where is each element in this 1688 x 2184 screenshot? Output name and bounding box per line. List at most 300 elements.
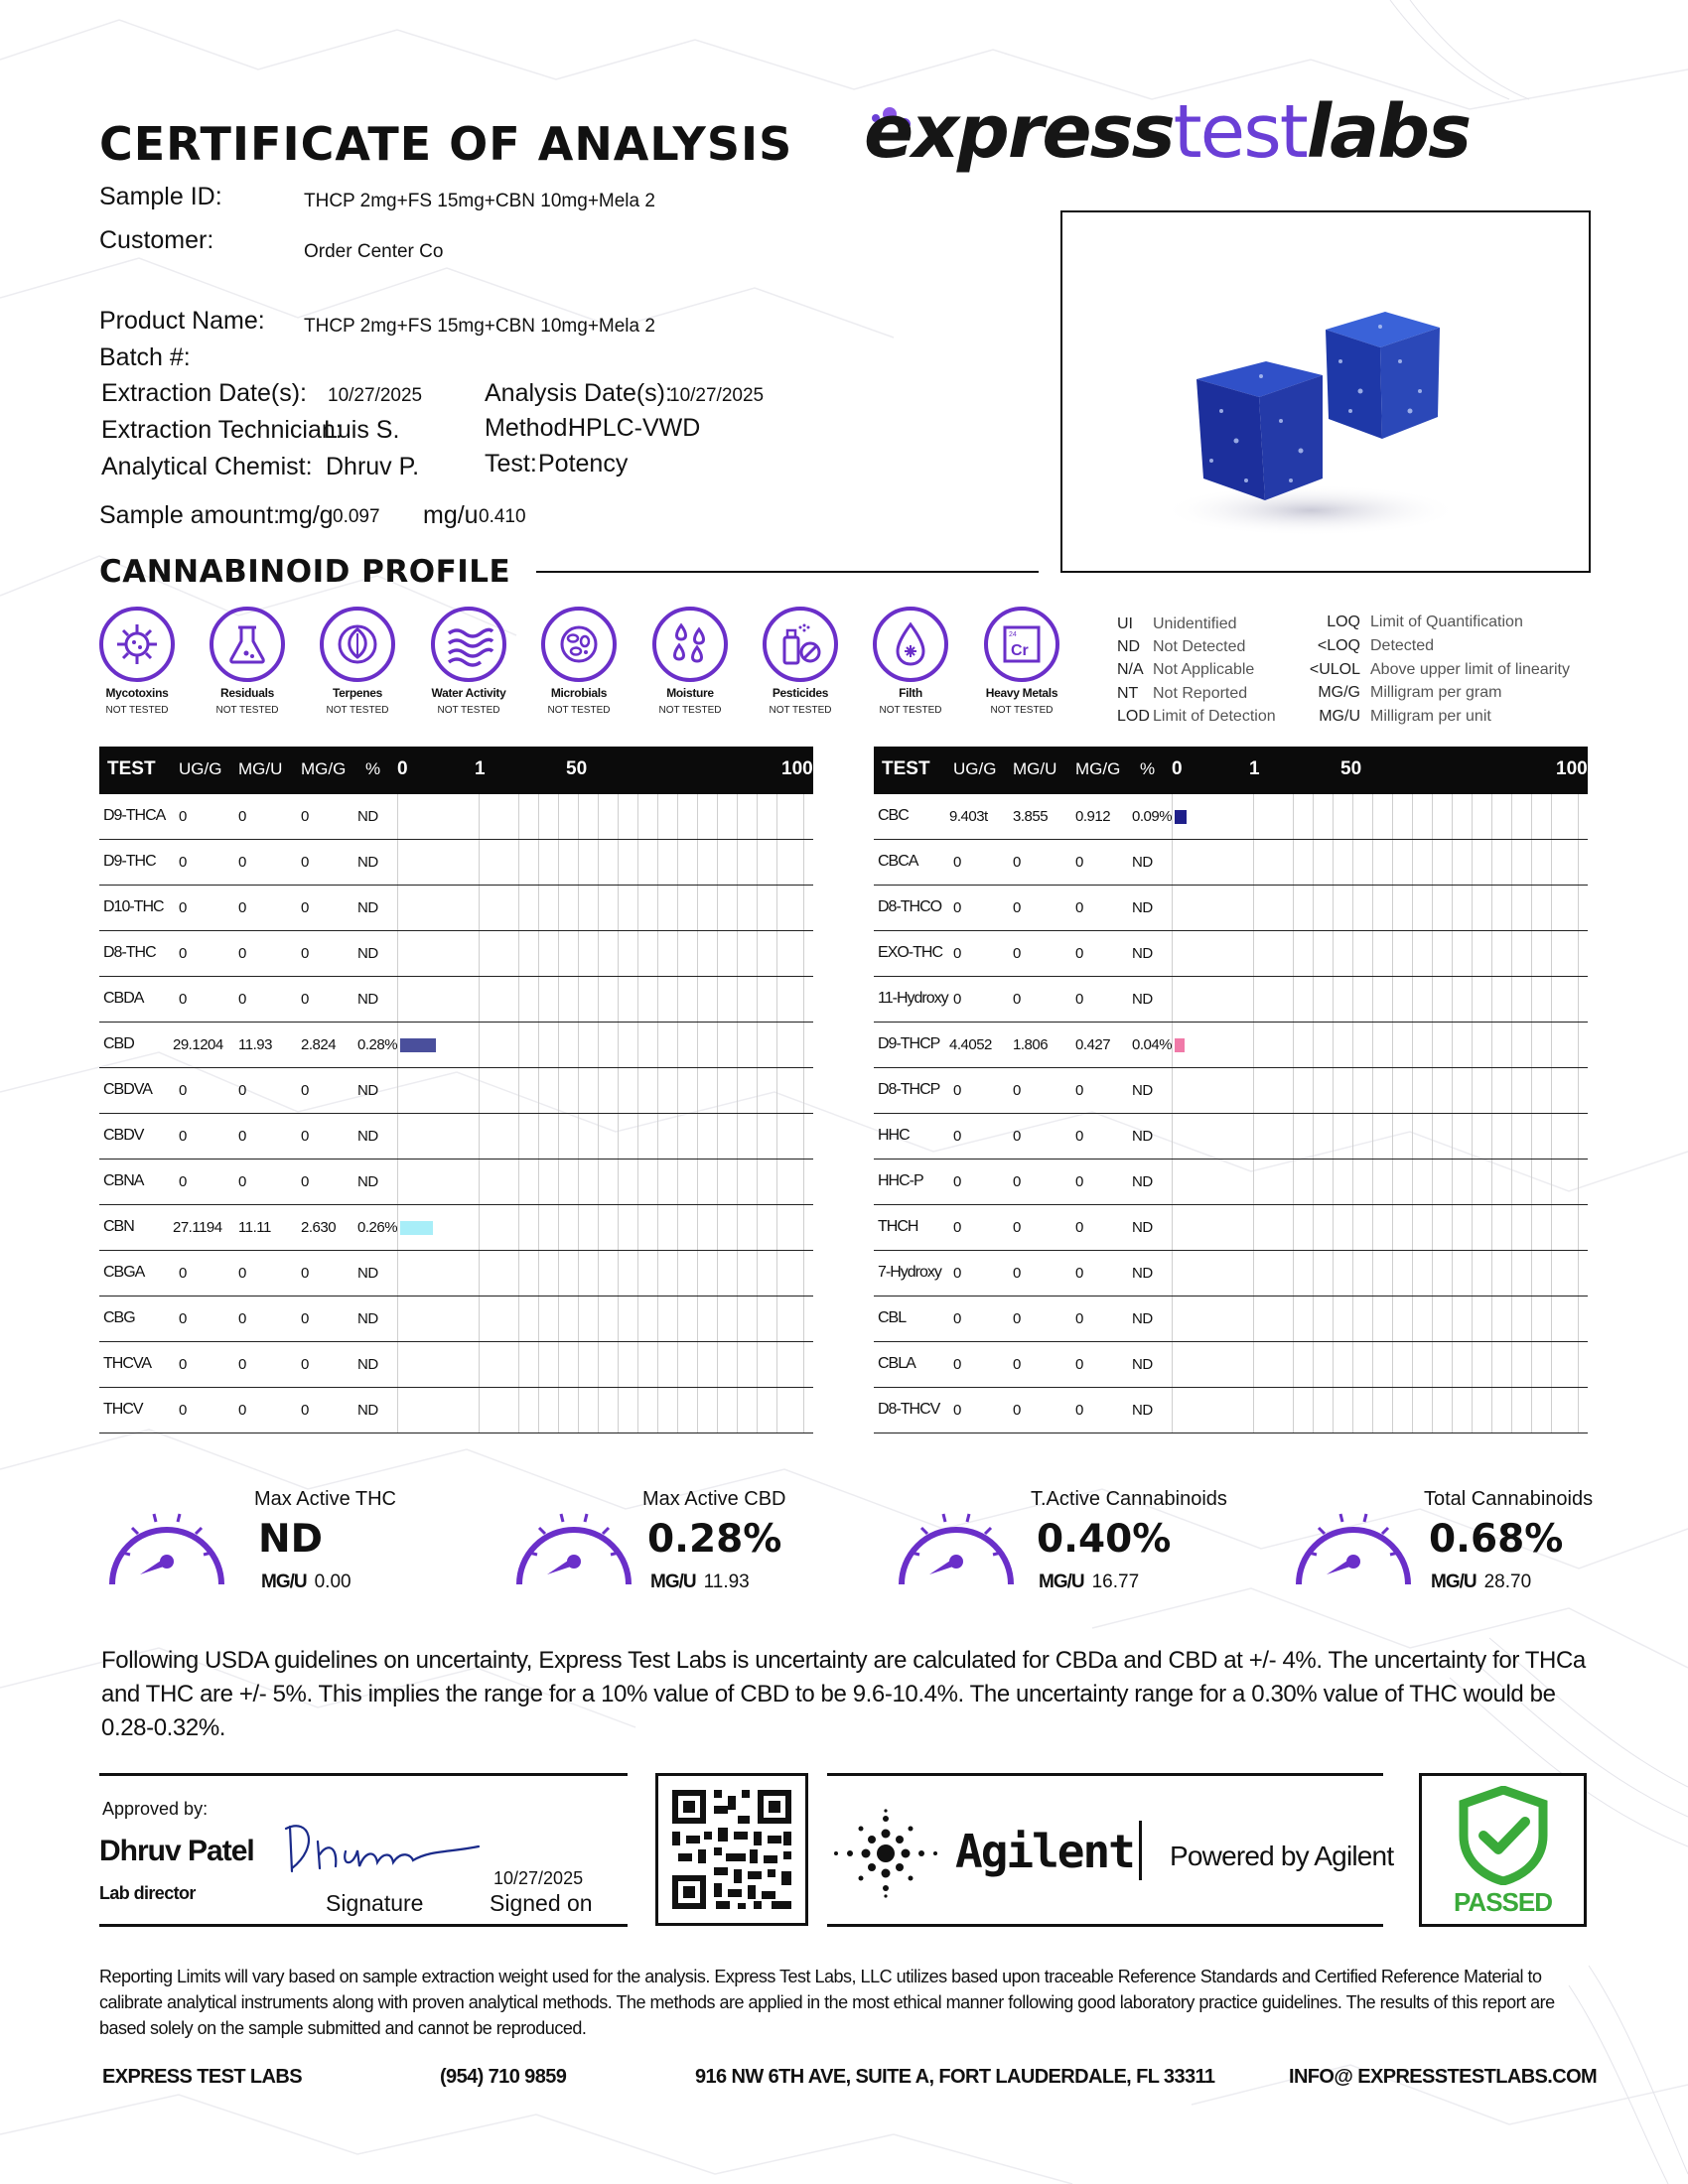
grid-line xyxy=(598,1114,599,1159)
grid-line xyxy=(1352,1160,1353,1204)
column-header-mgu: MG/U xyxy=(1013,759,1057,778)
test-status: NOT TESTED xyxy=(547,705,611,716)
grid-line xyxy=(803,1160,804,1204)
cell-name: HHC-P xyxy=(878,1172,923,1189)
bar-mark xyxy=(400,1038,436,1052)
table-row xyxy=(99,1297,813,1342)
cell-mgu: 0 xyxy=(1013,1128,1021,1145)
test-status: NOT TESTED xyxy=(215,705,279,716)
grid-line xyxy=(1352,1023,1353,1067)
cell-ugg: 0 xyxy=(953,899,961,916)
grid-line xyxy=(1432,840,1433,885)
cell-name: D10-THC xyxy=(103,898,164,915)
grid-line xyxy=(1531,1068,1532,1113)
gauge-mgu-value: 0.00 xyxy=(314,1571,352,1592)
table-row xyxy=(99,1205,813,1251)
customer-label: Customer: xyxy=(99,226,214,254)
grid-line xyxy=(717,931,718,976)
column-header-s100: 100 xyxy=(1556,758,1588,779)
grid-line xyxy=(677,931,678,976)
qr-code-image xyxy=(658,1776,805,1923)
grid-line xyxy=(578,840,579,885)
grid-line xyxy=(1432,1251,1433,1296)
cell-mgu: 0 xyxy=(238,1128,246,1145)
grid-line xyxy=(558,1251,559,1296)
grid-line xyxy=(717,794,718,839)
grid-line xyxy=(697,1251,698,1296)
cell-ugg: 0 xyxy=(179,808,187,825)
grid-line xyxy=(1333,794,1334,839)
grid-line xyxy=(1293,1342,1294,1387)
cell-mgg: 0 xyxy=(1075,854,1083,871)
grid-line xyxy=(538,1068,539,1113)
grid-line xyxy=(1511,1114,1512,1159)
legend-item xyxy=(1117,638,1245,656)
cell-pct: ND xyxy=(357,899,378,916)
grid-line xyxy=(1392,1251,1393,1296)
gauge-value: 0.40% xyxy=(1037,1517,1172,1562)
grid-line xyxy=(397,1342,398,1387)
grid-line xyxy=(697,1388,698,1433)
analysis-date-label: Analysis Date(s): xyxy=(485,379,672,407)
test-status: NOT TESTED xyxy=(326,705,389,716)
cell-name: D8-THCP xyxy=(878,1081,940,1098)
cell-name: CBN xyxy=(103,1218,134,1235)
grid-line xyxy=(1392,1023,1393,1067)
grid-line xyxy=(803,886,804,930)
grid-line xyxy=(618,1388,619,1433)
test-moisture xyxy=(635,607,745,716)
grid-line xyxy=(1392,794,1393,839)
cell-ugg: 0 xyxy=(179,945,187,962)
cell-ugg: 0 xyxy=(179,1402,187,1419)
column-header-pct: % xyxy=(1140,759,1156,778)
grid-line xyxy=(1551,1205,1552,1250)
grid-line xyxy=(757,1205,758,1250)
grid-line xyxy=(558,1023,559,1067)
droplets-icon xyxy=(665,619,715,669)
cell-mgu: 0 xyxy=(1013,1219,1021,1236)
table-row xyxy=(874,1205,1588,1251)
grid-line xyxy=(657,1388,658,1433)
grid-line xyxy=(776,931,777,976)
signature-label: Signature xyxy=(326,1890,424,1916)
water-waves-icon xyxy=(444,619,493,669)
grid-line xyxy=(1452,1251,1453,1296)
agilent-brand: Agilent xyxy=(955,1825,1134,1878)
cell-name: CBDA xyxy=(103,990,144,1007)
grid-line xyxy=(637,931,638,976)
cell-name: D8-THCO xyxy=(878,898,942,915)
cell-name: D9-THCP xyxy=(878,1035,940,1052)
test-mycotoxins xyxy=(82,607,192,716)
grid-line xyxy=(1333,886,1334,930)
grid-line xyxy=(618,1023,619,1067)
grid-line xyxy=(1372,977,1373,1022)
cell-ugg: 0 xyxy=(953,945,961,962)
grid-line xyxy=(1472,1251,1473,1296)
grid-line xyxy=(737,1023,738,1067)
gauge-mgu xyxy=(261,1571,352,1593)
grid-line xyxy=(1412,794,1413,839)
grid-line xyxy=(737,1114,738,1159)
grid-line xyxy=(1531,977,1532,1022)
grid-line xyxy=(518,1205,519,1250)
cell-ugg: 0 xyxy=(953,1356,961,1373)
uncertainty-statement: Following USDA guidelines on uncertainty, Express Test Labs is uncertainty are calculated for CBDa and CBD at +/- 4%. The uncertainty for THCa and THC are +/- 5%. This implies the range for a 10% value of CBD to be 9.6-10.4%. The uncertainty range for a 0.30% value of THC would be 0.28-0.32%. xyxy=(101,1647,1586,1741)
grid-line xyxy=(717,977,718,1022)
legend-item xyxy=(1301,708,1491,726)
grid-line xyxy=(1472,1388,1473,1433)
legend-item xyxy=(1117,708,1276,726)
grid-line xyxy=(1511,794,1512,839)
grid-line xyxy=(1172,840,1173,885)
chromium-element-icon xyxy=(997,619,1047,669)
grid-line xyxy=(538,1388,539,1433)
bar-grid xyxy=(99,794,813,839)
grid-line xyxy=(479,1160,480,1204)
grid-line xyxy=(697,840,698,885)
cell-ugg: 9.403t xyxy=(949,808,988,825)
cell-mgg: 0 xyxy=(301,1265,309,1282)
gauge-label: T.Active Cannabinoids xyxy=(1031,1488,1227,1510)
gauge-label: Max Active THC xyxy=(254,1488,396,1510)
cell-pct: 0.04% xyxy=(1132,1036,1173,1053)
gauge-mgu xyxy=(1039,1571,1139,1593)
table-header xyxy=(99,747,813,794)
bar-grid xyxy=(99,840,813,885)
grid-line xyxy=(717,886,718,930)
grid-line xyxy=(1172,977,1173,1022)
grid-line xyxy=(657,931,658,976)
grid-line xyxy=(558,794,559,839)
legend-text: Not Reported xyxy=(1153,685,1248,702)
grid-line xyxy=(1452,1068,1453,1113)
cell-pct: ND xyxy=(357,1265,378,1282)
grid-line xyxy=(677,1068,678,1113)
grid-line xyxy=(558,1297,559,1341)
grid-line xyxy=(397,1160,398,1204)
grid-line xyxy=(1531,1342,1532,1387)
grid-line xyxy=(1172,1205,1173,1250)
cell-pct: ND xyxy=(357,1082,378,1099)
grid-line xyxy=(737,840,738,885)
grid-line xyxy=(518,840,519,885)
grid-line xyxy=(677,1160,678,1204)
grid-line xyxy=(1551,1114,1552,1159)
cell-ugg: 27.1194 xyxy=(173,1219,222,1236)
column-header-s0: 0 xyxy=(1172,758,1183,779)
grid-line xyxy=(1511,977,1512,1022)
cell-ugg: 0 xyxy=(953,1128,961,1145)
cell-name: CBCA xyxy=(878,853,918,870)
grid-line xyxy=(558,1114,559,1159)
bar-grid xyxy=(99,1068,813,1113)
grid-line xyxy=(776,1114,777,1159)
grid-line xyxy=(1511,1160,1512,1204)
cell-mgu: 0 xyxy=(238,1310,246,1327)
grid-line xyxy=(1578,794,1579,839)
method-value: HPLC-VWD xyxy=(568,414,701,442)
grid-line xyxy=(803,1297,804,1341)
grid-line xyxy=(1551,1388,1552,1433)
grid-line xyxy=(737,1160,738,1204)
grid-line xyxy=(397,1297,398,1341)
grid-line xyxy=(598,1068,599,1113)
grid-line xyxy=(1491,1068,1492,1113)
grid-line xyxy=(1253,1388,1254,1433)
grid-line xyxy=(1511,1023,1512,1067)
grid-line xyxy=(1551,1068,1552,1113)
grid-line xyxy=(757,1068,758,1113)
test-name: Heavy Metals xyxy=(985,686,1058,700)
bar-grid xyxy=(99,1160,813,1204)
cell-ugg: 0 xyxy=(953,1402,961,1419)
cell-ugg: 0 xyxy=(953,1310,961,1327)
grid-line xyxy=(637,1342,638,1387)
gauge-mgu xyxy=(650,1571,750,1593)
cell-pct: ND xyxy=(357,1173,378,1190)
grid-line xyxy=(657,1023,658,1067)
grid-line xyxy=(657,1114,658,1159)
grid-line xyxy=(1172,886,1173,930)
grid-line xyxy=(397,1114,398,1159)
flask-icon xyxy=(222,619,272,669)
test-residuals xyxy=(193,607,302,716)
footer-email[interactable]: INFO@ EXPRESSTESTLABS.COM xyxy=(1289,2066,1598,2088)
cell-pct: ND xyxy=(1132,1219,1153,1236)
bar-grid xyxy=(874,1205,1588,1250)
grid-line xyxy=(518,794,519,839)
cell-mgu: 0 xyxy=(238,1082,246,1099)
grid-line xyxy=(657,1068,658,1113)
cell-name: THCVA xyxy=(103,1355,152,1372)
grid-line xyxy=(1578,1160,1579,1204)
grid-line xyxy=(1491,1205,1492,1250)
drop-bacteria-icon xyxy=(886,619,935,669)
legend-text: Above upper limit of linearity xyxy=(1370,661,1570,678)
grid-line xyxy=(1313,1114,1314,1159)
grid-line xyxy=(1392,1297,1393,1341)
grid-line xyxy=(1372,931,1373,976)
grid-line xyxy=(598,1388,599,1433)
grid-line xyxy=(1531,1297,1532,1341)
grid-line xyxy=(479,1114,480,1159)
divider xyxy=(99,1773,628,1776)
gauge-mgu xyxy=(1431,1571,1531,1593)
grid-line xyxy=(677,794,678,839)
grid-line xyxy=(1313,1251,1314,1296)
grid-line xyxy=(1432,1023,1433,1067)
grid-line xyxy=(618,1068,619,1113)
cell-ugg: 0 xyxy=(179,1173,187,1190)
grid-line xyxy=(1452,1388,1453,1433)
grid-line xyxy=(1531,886,1532,930)
grid-line xyxy=(637,1297,638,1341)
cannabinoid-table-right xyxy=(874,747,1588,1433)
method-label: Method: xyxy=(485,414,575,442)
grid-line xyxy=(1578,840,1579,885)
cell-mgu: 0 xyxy=(1013,1265,1021,1282)
legend-text: Not Applicable xyxy=(1153,661,1255,678)
test-name: Mycotoxins xyxy=(105,686,169,700)
gauge-mgu-label: MG/U xyxy=(650,1571,696,1592)
grid-line xyxy=(737,977,738,1022)
grid-line xyxy=(737,1205,738,1250)
grid-line xyxy=(737,1388,738,1433)
column-header-s1: 1 xyxy=(475,758,486,779)
grid-line xyxy=(1333,1023,1334,1067)
grid-line xyxy=(1551,1342,1552,1387)
grid-line xyxy=(1253,1023,1254,1067)
grid-line xyxy=(1578,977,1579,1022)
cell-mgg: 0 xyxy=(301,945,309,962)
bar-grid xyxy=(99,1251,813,1296)
grid-line xyxy=(598,840,599,885)
grid-line xyxy=(1491,1251,1492,1296)
grid-line xyxy=(558,1205,559,1250)
grid-line xyxy=(1452,1160,1453,1204)
table-row xyxy=(99,1342,813,1388)
grid-line xyxy=(1472,1068,1473,1113)
grid-line xyxy=(538,1205,539,1250)
grid-line xyxy=(776,977,777,1022)
grid-line xyxy=(1472,1160,1473,1204)
grid-line xyxy=(1452,1023,1453,1067)
test-pesticides xyxy=(746,607,855,716)
grid-line xyxy=(1293,886,1294,930)
grid-line xyxy=(1452,886,1453,930)
grid-line xyxy=(598,931,599,976)
grid-line xyxy=(1511,1205,1512,1250)
chemist-value: Dhruv P. xyxy=(326,453,420,480)
divider xyxy=(827,1773,1383,1776)
sample-amount-label: Sample amount: xyxy=(99,501,281,529)
grid-line xyxy=(598,977,599,1022)
grid-line xyxy=(677,1114,678,1159)
grid-line xyxy=(697,886,698,930)
test-name: Pesticides xyxy=(772,686,829,700)
grid-line xyxy=(479,1068,480,1113)
grid-line xyxy=(1452,840,1453,885)
grid-line xyxy=(717,1068,718,1113)
extraction-date-value: 10/27/2025 xyxy=(328,385,423,406)
gauge-icon xyxy=(102,1493,231,1592)
grid-line xyxy=(1432,1068,1433,1113)
cell-name: CBNA xyxy=(103,1172,144,1189)
cell-ugg: 0 xyxy=(953,1219,961,1236)
technician-value: Luis S. xyxy=(324,416,400,444)
cell-mgg: 0 xyxy=(301,1356,309,1373)
cell-pct: ND xyxy=(1132,945,1153,962)
grid-line xyxy=(637,1068,638,1113)
grid-line xyxy=(538,1342,539,1387)
test-name: Water Activity xyxy=(431,686,506,700)
table-row xyxy=(99,840,813,886)
grid-line xyxy=(1372,1160,1373,1204)
grid-line xyxy=(1531,794,1532,839)
grid-line xyxy=(1293,1388,1294,1433)
bar-grid xyxy=(99,1297,813,1341)
grid-line xyxy=(1432,1114,1433,1159)
grid-line xyxy=(1412,1297,1413,1341)
cell-name: CBL xyxy=(878,1309,907,1326)
column-header-mgg: MG/G xyxy=(301,759,347,778)
legend-text: Limit of Quantification xyxy=(1370,614,1523,630)
grid-line xyxy=(479,1205,480,1250)
grid-line xyxy=(598,1205,599,1250)
cell-pct: ND xyxy=(1132,1265,1153,1282)
column-header-pct: % xyxy=(365,759,381,778)
powered-by-agilent: Powered by Agilent xyxy=(1170,1841,1394,1871)
test-name: Microbials xyxy=(550,686,608,700)
agilent-divider xyxy=(1139,1821,1142,1880)
grid-line xyxy=(1491,886,1492,930)
cannabinoid-profile-title: CANNABINOID PROFILE xyxy=(99,554,511,590)
legend-item xyxy=(1117,615,1237,633)
table-row xyxy=(99,931,813,977)
grid-line xyxy=(657,1160,658,1204)
grid-line xyxy=(397,1068,398,1113)
cell-mgg: 0 xyxy=(1075,991,1083,1008)
cell-name: CBDV xyxy=(103,1127,144,1144)
grid-line xyxy=(1253,1342,1254,1387)
gauge-mgu-value: 28.70 xyxy=(1483,1571,1532,1592)
agilent-spark-icon xyxy=(826,1809,945,1898)
grid-line xyxy=(1352,977,1353,1022)
grid-line xyxy=(1352,1342,1353,1387)
bar-grid xyxy=(99,886,813,930)
grid-line xyxy=(1472,886,1473,930)
grid-line xyxy=(1392,840,1393,885)
grid-line xyxy=(578,977,579,1022)
grid-line xyxy=(1551,886,1552,930)
cell-mgg: 2.630 xyxy=(301,1219,337,1236)
cell-ugg: 0 xyxy=(179,1082,187,1099)
grid-line xyxy=(1511,1388,1512,1433)
grid-line xyxy=(1531,1388,1532,1433)
grid-line xyxy=(737,1251,738,1296)
grid-line xyxy=(558,886,559,930)
grid-line xyxy=(1452,931,1453,976)
grid-line xyxy=(737,1342,738,1387)
grid-line xyxy=(518,886,519,930)
grid-line xyxy=(578,1342,579,1387)
cell-mgg: 0 xyxy=(1075,1265,1083,1282)
grid-line xyxy=(1472,1205,1473,1250)
grid-line xyxy=(1372,1388,1373,1433)
grid-line xyxy=(637,977,638,1022)
grid-line xyxy=(1392,1114,1393,1159)
cell-mgg: 0 xyxy=(301,899,309,916)
grid-line xyxy=(637,840,638,885)
grid-line xyxy=(518,977,519,1022)
cell-name: CBDVA xyxy=(103,1081,152,1098)
grid-line xyxy=(1293,794,1294,839)
grid-line xyxy=(1511,1342,1512,1387)
grid-line xyxy=(1253,931,1254,976)
cell-pct: ND xyxy=(357,1128,378,1145)
cell-pct: 0.28% xyxy=(357,1036,398,1053)
grid-line xyxy=(1491,1114,1492,1159)
grid-line xyxy=(578,1388,579,1433)
grid-line xyxy=(1412,1251,1413,1296)
qr-code[interactable] xyxy=(655,1773,808,1926)
grid-line xyxy=(677,1205,678,1250)
cell-name: D8-THC xyxy=(103,944,156,961)
cell-mgu: 0 xyxy=(238,945,246,962)
test-filth xyxy=(856,607,965,716)
